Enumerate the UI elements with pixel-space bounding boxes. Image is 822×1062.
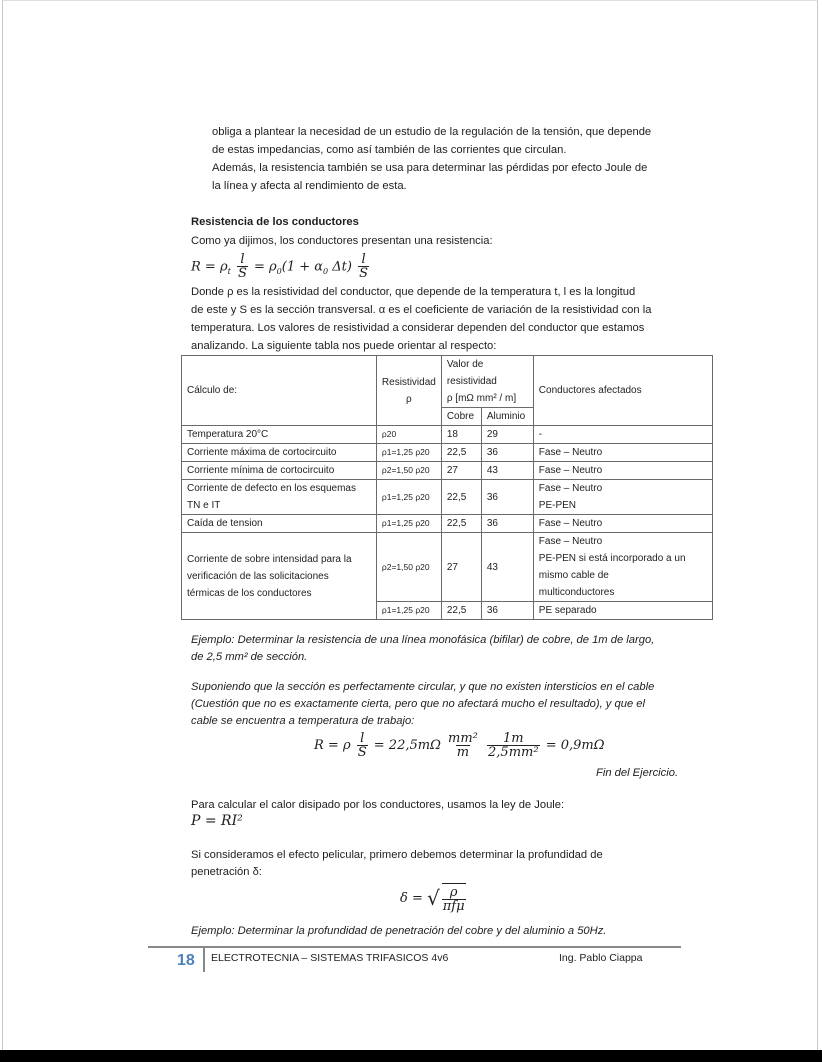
header-text: Resistividad	[381, 376, 436, 388]
fraction	[447, 732, 479, 760]
fraction-den: S	[357, 744, 367, 760]
cell-conductores: PE separado	[533, 602, 712, 620]
cell-calculo: Temperatura 20°C	[182, 426, 377, 444]
fraction-den: πfμ	[442, 898, 465, 914]
fraction	[487, 732, 540, 760]
header-resistividad	[376, 356, 441, 426]
footer-rule	[148, 946, 681, 948]
cell-aluminio: 36	[481, 480, 533, 515]
cell-text: PE-PEN	[538, 500, 577, 511]
cell-cobre: 27	[441, 533, 481, 602]
table-row	[182, 444, 713, 462]
header-text: ρ	[406, 393, 412, 405]
cell-text: multiconductores	[538, 587, 615, 598]
formula-part: δ =	[400, 890, 423, 906]
footer-title: ELECTROTECNIA – SISTEMAS TRIFASICOS 4v6	[211, 952, 449, 964]
formula-part: = ρ	[254, 259, 277, 275]
formula-part: (1 + α	[281, 259, 324, 275]
cell-rho: ρ1=1,25 ρ20	[376, 480, 441, 515]
joule-line: Para calcular el calor disipado por los conductores, usamos la ley de Joule:	[191, 799, 565, 811]
desc-line: temperatura. Los valores de resistividad a considerar dependen del conductor que estamos	[191, 322, 645, 334]
example-formula	[314, 731, 605, 761]
cell-calculo	[182, 533, 377, 620]
resistivity-table	[181, 355, 713, 620]
cell-text: verificación de las solicitaciones	[187, 570, 329, 582]
skin-line: Si consideramos el efecto pelicular, primero debemos determinar la profundidad de	[191, 849, 603, 861]
formula-part: = 0,9mΩ	[545, 738, 605, 753]
formula-part: 0	[323, 267, 329, 277]
example-line: Ejemplo: Determinar la resistencia de una línea monofásica (bifilar) de cobre, de 1m de largo,	[191, 634, 655, 646]
table-row	[182, 515, 713, 533]
cell-cobre: 22,5	[441, 515, 481, 533]
fraction-num: mm²	[448, 730, 478, 746]
fraction-num: l	[240, 252, 245, 267]
table-row	[182, 480, 713, 515]
table-row	[182, 426, 713, 444]
cell-text: mismo cable de	[538, 570, 609, 581]
example-line: cable se encuentra a temperatura de trabajo:	[191, 715, 415, 727]
cell-calculo	[182, 480, 377, 515]
intro-line: Además, la resistencia también se usa para determinar las pérdidas por efecto Joule de	[212, 162, 648, 174]
cell-rho: ρ20	[376, 426, 441, 444]
cell-aluminio: 43	[481, 533, 533, 602]
fraction	[357, 732, 368, 760]
skin-line: penetración δ:	[191, 866, 262, 878]
header-text: Valor de	[446, 359, 484, 370]
cell-rho: ρ1=1,25 ρ20	[376, 444, 441, 462]
cell-conductores	[533, 533, 712, 602]
resistance-formula	[191, 253, 371, 286]
example-line: Suponiendo que la sección es perfectamente circular, y que no existen intersticios en el cable	[191, 681, 655, 693]
cell-cobre: 27	[441, 462, 481, 480]
cell-cobre: 22,5	[441, 480, 481, 515]
cell-text: Corriente de sobre intensidad para la	[187, 553, 352, 565]
formula-part: t	[227, 267, 231, 277]
skin-formula	[400, 880, 468, 917]
cell-aluminio: 36	[481, 602, 533, 620]
cell-conductores: Fase – Neutro	[533, 444, 712, 462]
cell-aluminio: 36	[481, 515, 533, 533]
formula-part: Δt)	[328, 259, 352, 275]
header-text: resistividad	[446, 376, 497, 387]
formula-part: R = ρ	[191, 259, 228, 275]
sqrt-icon: √	[427, 886, 440, 910]
cell-conductores: Fase – Neutro	[533, 515, 712, 533]
cell-conductores	[533, 480, 712, 515]
bottom-bar	[0, 1050, 822, 1062]
fraction-den: S	[237, 266, 247, 281]
cell-rho: ρ1=1,25 ρ20	[376, 515, 441, 533]
header-calculo: Cálculo de:	[182, 356, 377, 426]
cell-text: Fase – Neutro	[538, 483, 603, 494]
footer-author: Ing. Pablo Ciappa	[559, 952, 643, 964]
cell-rho: ρ2=1,50 ρ20	[376, 462, 441, 480]
cell-aluminio: 29	[481, 426, 533, 444]
sqrt	[427, 880, 468, 917]
fraction-num: 1m	[502, 730, 524, 746]
intro-line: la línea y afecta al rendimiento de esta.	[212, 180, 407, 192]
header-cobre: Cobre	[441, 408, 481, 426]
section-heading: Resistencia de los conductores	[191, 216, 359, 228]
table-row	[182, 533, 713, 602]
cell-text: TN e IT	[187, 500, 221, 511]
cell-conductores: -	[533, 426, 712, 444]
fraction	[358, 253, 369, 281]
cell-aluminio: 36	[481, 444, 533, 462]
cell-text: Fase – Neutro	[538, 536, 603, 547]
intro-line: obliga a plantear la necesidad de un estudio de la regulación de la tensión, que depende	[212, 126, 652, 138]
formula-part: = 22,5mΩ	[373, 738, 441, 753]
fraction-den: m	[456, 744, 470, 760]
desc-line: analizando. La siguiente tabla nos puede orientar al respecto:	[191, 340, 497, 352]
header-aluminio: Aluminio	[481, 408, 533, 426]
cell-calculo: Caída de tension	[182, 515, 377, 533]
desc-line: Donde ρ es la resistividad del conductor, que depende de la temperatura t, l es la longitud	[191, 286, 636, 298]
desc-line: de este y S es la sección transversal. α es el coeficiente de variación de la resistividad con la	[191, 304, 652, 316]
fraction-num: l	[360, 730, 365, 746]
section-intro: Como ya dijimos, los conductores presentan una resistencia:	[191, 235, 493, 247]
intro-line: de estas impedancias, como así también de las corrientes que circulan.	[212, 144, 567, 156]
cell-calculo: Corriente mínima de cortocircuito	[182, 462, 377, 480]
table-row	[182, 462, 713, 480]
cell-cobre: 18	[441, 426, 481, 444]
fraction-num: l	[361, 252, 366, 267]
cell-rho: ρ2=1,50 ρ20	[376, 533, 441, 602]
fraction	[237, 253, 248, 281]
example-line: de 2,5 mm² de sección.	[191, 651, 308, 663]
cell-cobre: 22,5	[441, 444, 481, 462]
fraction-den: 2,5mm²	[488, 744, 539, 760]
cell-conductores: Fase – Neutro	[533, 462, 712, 480]
header-conductores: Conductores afectados	[533, 356, 712, 426]
example-end: Fin del Ejercicio.	[596, 767, 679, 779]
formula-part: R = ρ	[314, 738, 351, 753]
cell-cobre: 22,5	[441, 602, 481, 620]
cell-text: térmicas de los conductores	[187, 587, 312, 599]
formula-part: 0	[276, 267, 282, 277]
joule-formula: P = RI²	[191, 813, 243, 829]
cell-text: Corriente de defecto en los esquemas	[187, 483, 356, 494]
header-text: ρ [mΩ mm² / m]	[446, 393, 517, 404]
example-2: Ejemplo: Determinar la profundidad de penetración del cobre y del aluminio a 50Hz.	[191, 925, 607, 937]
header-valor	[441, 356, 533, 408]
footer-separator	[203, 948, 205, 972]
cell-aluminio: 43	[481, 462, 533, 480]
table-header-row	[182, 356, 713, 408]
fraction-den: S	[359, 266, 369, 281]
cell-rho: ρ1=1,25 ρ20	[376, 602, 441, 620]
cell-calculo: Corriente máxima de cortocircuito	[182, 444, 377, 462]
fraction-num: ρ	[449, 884, 458, 900]
example-line: (Cuestión que no es exactamente cierta, pero que no afectará mucho el resultado), y que el	[191, 698, 645, 710]
page-number: 18	[177, 952, 195, 969]
cell-text: PE-PEN si está incorporado a un	[538, 553, 686, 564]
fraction	[442, 883, 466, 914]
